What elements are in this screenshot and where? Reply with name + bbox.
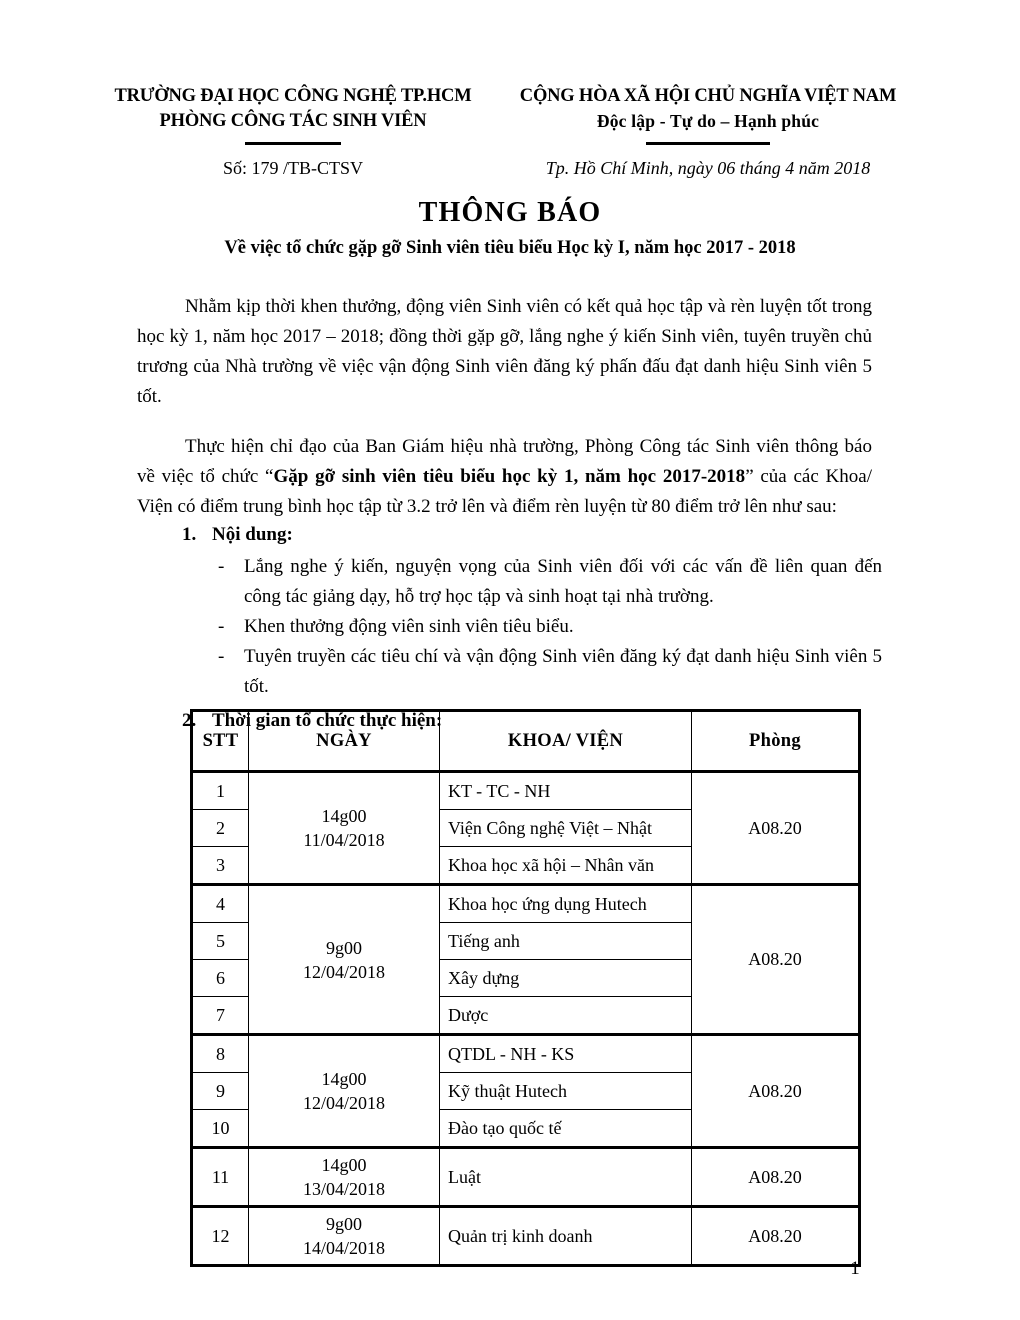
cell-stt: 10 [192, 1110, 249, 1148]
column-header-date: NGÀY [249, 711, 440, 772]
paragraph-2-lead: Thực hiện chỉ đạo của Ban Giám hiệu nhà trường, Phòng Công tác Sinh viên thông báo về việc tổ chức “ [137, 436, 872, 487]
date-value: 14/04/2018 [302, 1238, 385, 1258]
letterhead-right-rule [646, 142, 770, 145]
cell-room: A08.20 [692, 1035, 860, 1148]
letterhead-organization [95, 84, 491, 145]
table-row [192, 1035, 860, 1073]
cell-stt: 7 [192, 997, 249, 1035]
cell-room: A08.20 [692, 1148, 860, 1207]
place-date-wrap [491, 158, 925, 179]
national-motto: Độc lập - Tự do – Hạnh phúc [596, 111, 820, 131]
document-meta-row [95, 158, 925, 179]
cell-faculty: QTDL - NH - KS [440, 1035, 692, 1073]
cell-date [249, 1035, 440, 1148]
cell-faculty: Dược [440, 997, 692, 1035]
cell-faculty: Khoa học ứng dụng Hutech [440, 885, 692, 923]
document-number: Số: 179 /TB-CTSV [222, 158, 364, 178]
national-title: CỘNG HÒA XÃ HỘI CHỦ NGHĨA VIỆT NAM [519, 86, 897, 106]
cell-faculty: Luật [440, 1148, 692, 1207]
cell-stt: 8 [192, 1035, 249, 1073]
university-name: TRƯỜNG ĐẠI HỌC CÔNG NGHỆ TP.HCM [114, 86, 472, 106]
date-time: 9g00 [326, 937, 362, 958]
column-header-room: Phòng [692, 711, 860, 772]
dash-bullet-icon: - [218, 646, 225, 667]
place-and-date: Tp. Hồ Chí Minh, ngày 06 tháng 4 năm 2018 [545, 158, 871, 178]
cell-stt: 3 [192, 847, 249, 885]
cell-stt: 12 [192, 1207, 249, 1266]
cell-stt: 6 [192, 960, 249, 997]
section-1-label: Nội dung: [212, 524, 293, 545]
paragraph-2 [137, 432, 872, 522]
dash-bullet-icon: - [218, 556, 225, 577]
date-time: 14g00 [321, 806, 367, 826]
cell-room: A08.20 [692, 1207, 860, 1266]
table-row [192, 885, 860, 923]
list-item-text: Khen thưởng động viên sinh viên tiêu biểu. [244, 616, 574, 637]
cell-faculty: Xây dựng [440, 960, 692, 997]
cell-date [249, 1207, 440, 1266]
cell-room: A08.20 [692, 772, 860, 885]
table-header-row [192, 711, 860, 772]
cell-faculty: Kỹ thuật Hutech [440, 1073, 692, 1110]
cell-faculty: Đào tạo quốc tế [440, 1110, 692, 1148]
paragraph-2-emphasis: Gặp gỡ sinh viên tiêu biểu học kỳ 1, năm học 2017-2018 [273, 466, 746, 487]
cell-date [249, 1148, 440, 1207]
letterhead [95, 84, 925, 145]
cell-stt: 4 [192, 885, 249, 923]
list-item [218, 612, 882, 642]
numbered-sections [182, 520, 882, 736]
cell-date [249, 885, 440, 1035]
date-time: 14g00 [321, 1155, 367, 1175]
schedule-table [190, 709, 861, 1267]
paragraph-1: Nhằm kịp thời khen thưởng, động viên Sinh viên có kết quả học tập và rèn luyện tốt trong học kỳ 1, năm học 2017 – 2018; đồng thời gặp gỡ, lắng nghe ý kiến Sinh viên, tuyên truyền chủ trương của Nhà trường về việc vận động Sinh viên đăng ký phấn đấu đạt danh hiệu Sinh viên 5 tốt. [137, 296, 872, 407]
section-2-label: Thời gian tổ chức thực hiện: [212, 710, 443, 731]
cell-stt: 11 [192, 1148, 249, 1207]
letterhead-national-heading [491, 84, 925, 145]
table-row [192, 1148, 860, 1207]
cell-faculty: Viện Công nghệ Việt – Nhật [440, 810, 692, 847]
page-number: 1 [850, 1258, 860, 1279]
cell-stt: 1 [192, 772, 249, 810]
table-row [192, 772, 860, 810]
list-item-text: Tuyên truyền các tiêu chí và vận động Sinh viên đăng ký đạt danh hiệu Sinh viên 5 tốt. [244, 646, 882, 697]
page-subtitle: Về việc tổ chức gặp gỡ Sinh viên tiêu biểu Học kỳ I, năm học 2017 - 2018 [224, 238, 796, 258]
department-name: PHÒNG CÔNG TÁC SINH VIÊN [159, 111, 427, 131]
cell-faculty: Quản trị kinh doanh [440, 1207, 692, 1266]
paragraph-2-tail: ” của các Khoa/ Viện có điểm trung bình học tập từ 3.2 trở lên và điểm rèn luyện từ 80 điểm trở lên như sau: [137, 466, 872, 517]
list-item [218, 642, 882, 702]
date-value: 13/04/2018 [302, 1179, 385, 1199]
list-item-text: Lắng nghe ý kiến, nguyện vọng của Sinh viên đối với các vấn đề liên quan đến công tác giảng dạy, hỗ trợ học tập và sinh hoạt tại nhà trường. [244, 556, 882, 607]
table-row [192, 1207, 860, 1266]
section-1-number: 1. [182, 524, 197, 545]
column-header-stt: STT [192, 711, 249, 772]
date-time: 9g00 [326, 1214, 362, 1234]
date-value: 12/04/2018 [302, 1093, 385, 1113]
cell-faculty: Khoa học xã hội – Nhân văn [440, 847, 692, 885]
page-footer [0, 1258, 1020, 1280]
page-title: THÔNG BÁO [418, 197, 602, 228]
title-block [0, 196, 1020, 261]
cell-stt: 5 [192, 923, 249, 960]
cell-stt: 2 [192, 810, 249, 847]
letterhead-left-rule [245, 142, 341, 145]
date-value: 12/04/2018 [302, 961, 385, 982]
cell-stt: 9 [192, 1073, 249, 1110]
date-time: 14g00 [321, 1069, 367, 1089]
column-header-faculty: KHOA/ VIỆN [440, 711, 692, 772]
dash-bullet-icon: - [218, 616, 225, 637]
cell-faculty: KT - TC - NH [440, 772, 692, 810]
section-1-bullets [182, 552, 882, 702]
cell-room: A08.20 [692, 885, 860, 1035]
section-1-heading [182, 520, 882, 550]
cell-faculty: Tiếng anh [440, 923, 692, 960]
list-item [218, 552, 882, 612]
cell-date [249, 772, 440, 885]
document-number-wrap [95, 158, 491, 179]
section-2-number: 2. [182, 710, 197, 731]
date-value: 11/04/2018 [303, 830, 385, 850]
body-paragraphs [137, 292, 872, 524]
